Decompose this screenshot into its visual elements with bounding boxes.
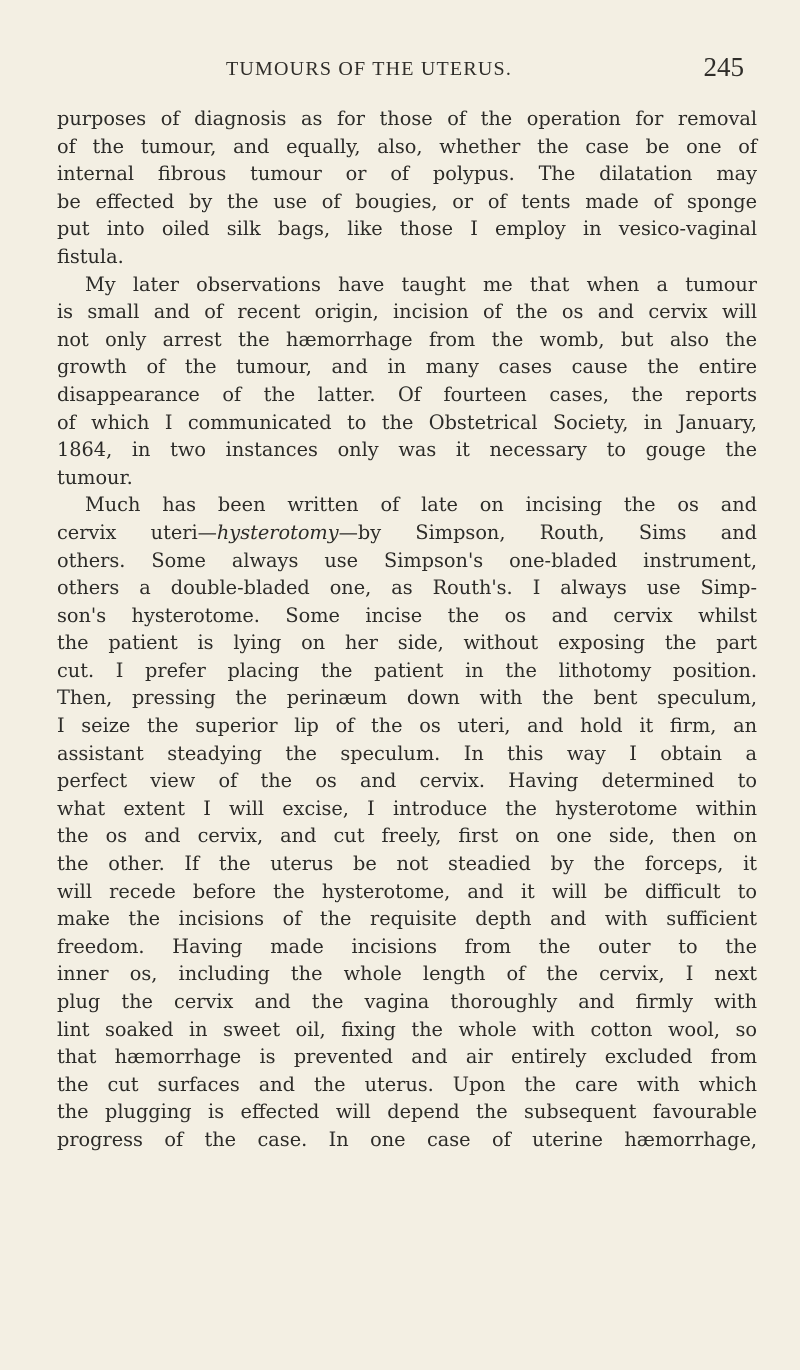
text-line: Much has been written of late on incising the os and (85, 493, 757, 517)
page-number: 245 (703, 52, 744, 82)
text-line: internal fibrous tumour or of polypus. The dilatation may (57, 162, 757, 186)
text-line: growth of the tumour, and in many cases cause the entire (57, 355, 757, 379)
text-segment: —by Simpson, Routh, Sims and (338, 520, 757, 544)
text-line: the other. If the uterus be not steadied by the forceps, it (57, 852, 757, 876)
text-line: make the incisions of the requisite depth and with sufficient (57, 907, 757, 931)
text-line: is small and of recent origin, incision of the os and cervix will (57, 300, 757, 324)
text-line: inner os, including the whole length of the cervix, I next (57, 962, 757, 986)
text-line: the os and cervix, and cut freely, first on one side, then on (57, 824, 757, 848)
text-line: not only arrest the hæmorrhage from the womb, but also the (57, 327, 757, 351)
text-line: son's hysterotome. Some incise the os and cervix whilst (57, 603, 757, 627)
text-line: tumour. (57, 465, 133, 489)
text-line: 1864, in two instances only was it necessary to gouge the (57, 438, 757, 462)
text-line: of which I communicated to the Obstetrical Society, in January, (57, 410, 757, 434)
text-line: the cut surfaces and the uterus. Upon the care with which (57, 1072, 757, 1096)
text-line: cut. I prefer placing the patient in the lithotomy position. (57, 658, 757, 682)
text-line: the patient is lying on her side, without exposing the part (57, 631, 757, 655)
text-line: perfect view of the os and cervix. Having determined to (57, 769, 757, 793)
running-title: TUMOURS OF THE UTERUS. (226, 58, 513, 80)
text-line: others a double-bladed one, as Routh's. I always use Simp- (57, 576, 757, 600)
text-line-with-italic (57, 519, 757, 547)
text-line: be effected by the use of bougies, or of tents made of sponge (57, 189, 757, 213)
text-line: of the tumour, and equally, also, whether the case be one of (57, 134, 757, 158)
text-line: plug the cervix and the vagina thoroughly and firmly with (57, 990, 757, 1013)
text-line: assistant steadying the speculum. In this way I obtain a (57, 741, 757, 765)
text-line: freedom. Having made incisions from the outer to the (57, 934, 757, 958)
text-line: others. Some always use Simpson's one-bladed instrument, (57, 548, 757, 572)
text-line: will recede before the hysterotome, and it will be difficult to (57, 879, 757, 903)
paragraph-1 (57, 105, 757, 271)
text-line: what extent I will excise, I introduce the hysterotome within (57, 796, 757, 820)
text-line: I seize the superior lip of the os uteri, and hold it firm, an (57, 714, 757, 738)
text-line: fistula. (57, 244, 124, 268)
text-line: My later observations have taught me that when a tumour (85, 272, 757, 296)
text-line: the plugging is effected will depend the subsequent favourable (57, 1100, 757, 1124)
italic-term: hysterotomy (216, 520, 339, 544)
text-line: purposes of diagnosis as for those of the operation for removal (57, 107, 757, 130)
text-line: lint soaked in sweet oil, fixing the whole with cotton wool, so (57, 1017, 757, 1041)
body-text (57, 105, 757, 1154)
text-line: progress of the case. In one case of uterine hæmorrhage, (57, 1127, 757, 1151)
text-segment: cervix uteri— (57, 520, 217, 544)
paragraph-3 (57, 491, 757, 1153)
paragraph-2 (57, 271, 757, 492)
running-head (0, 52, 800, 82)
text-line: Then, pressing the perinæum down with the bent speculum, (57, 686, 757, 710)
text-line: that hæmorrhage is prevented and air entirely excluded from (57, 1045, 757, 1069)
text-line: put into oiled silk bags, like those I employ in vesico-vaginal (57, 217, 757, 241)
text-line: disappearance of the latter. Of fourteen cases, the reports (57, 382, 757, 406)
